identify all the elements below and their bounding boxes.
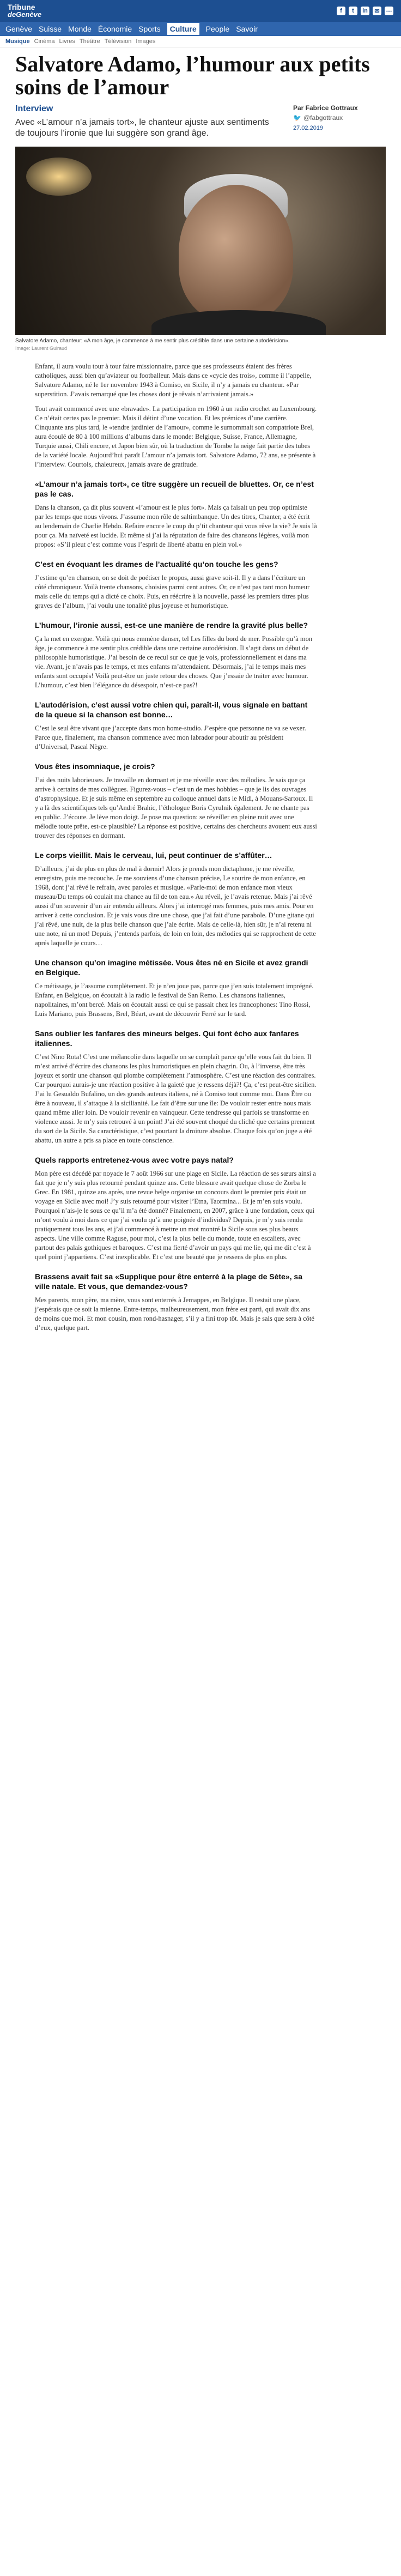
social-icons — [337, 7, 393, 15]
interview-question: L’autodérision, c’est aussi votre chien qui, paraît-il, vous signale en battant de la queue si la chanson est bonne… — [35, 700, 308, 719]
interview-question: L’humour, l’ironie aussi, est-ce une manière de rendre la gravité plus belle? — [35, 621, 308, 630]
nav-item-people[interactable]: People — [205, 25, 230, 33]
site-logo[interactable] — [8, 4, 41, 18]
photo-caption: Salvatore Adamo, chanteur: «A mon âge, je commence à me sentir plus crédible dans une certaine autodérision». — [15, 338, 290, 344]
nav-item-suisse[interactable]: Suisse — [39, 25, 62, 33]
photo-shirt — [151, 310, 326, 335]
interview-question: Une chanson qu’on imagine métissée. Vous êtes né en Sicile et avez grandi en Belgique. — [35, 958, 308, 977]
article-paragraph: J’estime qu’en chanson, on se doit de poétiser le propos, aussi grave soit-il. Il y a dans l’écriture un côté chroniqueur. Voilà trente chansons, choisies parmi cent autres. Or, ce n’est pas tant mon humeur mais celle du temps qui a dicté ce choix. Puis, en réécrire à la nouvelle, passé les premiers titres plus graves de l’album, j’ai voulu une tonalité plus joyeuse et humoristique. — [35, 574, 310, 609]
article-paragraph: C’est Nino Rota! C’est une mélancolie dans laquelle on se complaît parce qu’elle vous fait du bien. Il m’est arrivé d’écrire des chansons les plus humoristiques en plein chagrin. Ou, à l’inverse, être très joyeux et sortir une chanson qui plombe complètement l’atmosphère. C’est une réaction des contraires. Car pourquoi aurais-je une réaction positive à la gaieté que je ressens déjà?! Ça, c’est peut-être sicilien. J’ai lu Gesualdo Bufalino, un des grands auteurs italiens, né à Comiso tout comme moi. Dans Être ou être à nouveau, il s’attaque à la sicilianité. Le fait d’être sur une île: De vouloir rester entre nous mais quand même aller loin. De vouloir revenir en vainqueur. Cette tendresse qui parfois se transforme en violence aussi. Je m’y suis retrouvé à un point! J’ai été souvent choqué du cliché que certains prennent du sort de la Sicile. Sa caractéristique, c’est pourtant la droiture absolue. Chaque fois qu’on juge a été abattu, un autre a pris sa place en toute conscience. — [35, 1053, 317, 1144]
logo-line-2: deGenève — [8, 10, 42, 19]
twitter-icon[interactable]: t — [349, 7, 357, 15]
nav-item-monde[interactable]: Monde — [68, 25, 92, 33]
top-bar — [0, 0, 401, 22]
article-paragraph: Ce métissage, je l’assume complètement. Et je n’en joue pas, parce que j’en suis totalement imprégné. Enfant, en Belgique, on écoutait à la radio le festival de San Remo. Les chansons italiennes, napolitaines, m’ont bercé. Mais on écoutait aussi ce qui se passait chez les francophones: Tino Rossi, Luis Mariano, puis Brassens, Brel, Béart, avant de découvrir Ferré sur le tard. — [35, 982, 314, 1018]
nav-item-culture[interactable]: Culture — [167, 23, 199, 35]
article-photo — [15, 147, 386, 335]
article-paragraph: Dans la chanson, ça dit plus souvent «l’amour est le plus fort». Mais ça faisait un peu trop optimiste par les temps que nous vivons. J’assume mon rôle de saltimbanque. Un des titres, Chanter, a été écrit au lendemain de Charlie Hebdo. Refaire encore le coup du p’tit chanteur qui vous rêve la vie? Je suis là pour ça. Ma naïveté est lucide. Et même si j’ai la réputation de faire des chansons légères, voilà mon propos: «S’il pleut c’est comme vous l’esprit de liberté abattu en plein vol.» — [35, 504, 317, 548]
interview-question: Quels rapports entretenez-vous avec votre pays natal? — [35, 1156, 234, 1164]
photo-credit: Image: Laurent Guiraud — [15, 346, 68, 351]
twitter-handle[interactable] — [293, 114, 386, 122]
facebook-icon[interactable]: f — [337, 7, 345, 15]
article-title: Salvatore Adamo, l’humour aux petits soins de l’amour — [15, 52, 370, 99]
twitter-icon: 🐦 — [293, 114, 301, 122]
nav-item-savoir[interactable]: Savoir — [236, 25, 258, 33]
interview-question: Vous êtes insomniaque, je crois? — [35, 762, 155, 771]
nav-item-economie[interactable]: Économie — [98, 25, 132, 33]
main-nav — [0, 22, 401, 36]
article-paragraph: Enfant, il aura voulu tour à tour faire missionnaire, parce que ses professeurs étaient des frères catholiques, aussi bien qu’aviateur ou footballeur. Mais dans ce «cycle des trois», comme il l’appelle, Salvatore Adamo, né le 1er novembre 1943 à Comiso, en Sicile, il n’y a jamais eu chanteur. «Par superstition. J’avais remarqué que les choses dont je rêvais n’arrivaient jamais.» — [35, 362, 312, 398]
subnav-musique[interactable]: Musique — [5, 38, 30, 45]
article-paragraph: D’ailleurs, j’ai de plus en plus de mal à dormir! Alors je prends mon dictaphone, je me réveille, enregistre, puis me recouche. Je me souviens d’une chanson précise, Le sourire de mon enfance, en 1968, dont j’ai rêvé le refrain, avec paroles et musique. «Parle-moi de mon enfance mon vieux museau/Du temps où coulait ma chance au fil de ton eau.» Au réveil, je l’avais retenue. Mais j’ai rêvé aussi d’un souvenir d’un air entendu ailleurs. Alors j’ai interrogé mes femmes, puis mes amis. Pour en arriver à cette conclusion. Et je vais vous dire une chose, que j’ai fait d’une parabole. D’une gitane qui j’ai rêvé, une nuit, de la plus belle chanson que j’aie écrite. Mais de celle-là, hien sûr, je n’ai retenu ni une note, ni un mot! Depuis, j’entends parfois, de loin en loin, des mélodies qui se rapprochent de cette aprés laquelle je cours… — [35, 865, 316, 947]
more-icon[interactable]: ⋯ — [385, 7, 393, 15]
linkedin-icon[interactable]: in — [361, 7, 369, 15]
author-name[interactable]: Par Fabrice Gottraux — [293, 104, 358, 112]
interview-question: C’est en évoquant les drames de l’actualité qu’on touche les gens? — [35, 560, 278, 569]
interview-question: Brassens avait fait sa «Supplique pour être enterré à la plage de Sète», sa ville natale. Et vous, que demandez-vous? — [35, 1272, 302, 1291]
mail-icon[interactable]: ✉ — [373, 7, 381, 15]
byline — [293, 104, 386, 139]
article-intro — [15, 104, 386, 139]
article-date: 27.02.2019 — [293, 125, 324, 131]
nav-item-sports[interactable]: Sports — [138, 25, 161, 33]
subnav-cinema[interactable]: Cinéma — [34, 38, 55, 45]
subnav-television[interactable]: Télévision — [104, 38, 132, 45]
article-rubric: Interview — [15, 104, 53, 113]
nav-item-geneve[interactable]: Genève — [5, 25, 33, 33]
article-paragraph: Mon père est décédé par noyade le 7 août 1966 sur une plage en Sicile. La réaction de ses sœurs ainsi a fait que je n’y suis plus retourné pendant quinze ans. Cette blessure avait quelque chose de Zorba le Grec. En 1981, quinze ans après, une revue belge organise un concours dont le premier prix était un voyage en Sicile avec moi! J’y suis retourné pour visiter l’Etna, Taormina... Et je m’en suis voulu. Pourquoi n’ais-je le sous ce qu’il m’a été donné? Finalement, en 2007, grâce à une fondation, ceux qui m’ont voulu à moi dans ce que j’ai voulu qu’à une poignée d’individus? Depuis, je m’y suis rendu pratiquement tous les ans, et j’ai commencé à mettre un mot montré la Sicile sous ses plus beaux aspects. Une ville comme Raguse, pour moi, c’est la plus belle du monde, toute en escaliers, avec partout des palais gothiques et baroques. C’est ma fierté d’avoir un pays qui me lie, qui me dit c’est à quel point j’appartiens. C’est inexplicable. Et c’est une beauté que je ressens de plus en plus. — [35, 1170, 316, 1261]
article-paragraph: Mes parents, mon père, ma mère, vous sont enterrés à Jemappes, en Belgique. Il restait une place, j’espérais que ce soit la mienne. Entre-temps, malheureusement, mon frère est parti, qui avait dix ans de moins que moi. Et mon cousin, mon rond-hasnager, s’il y a fini trop tôt. Mais je sais que sera à côté d’eux, quelque part. — [35, 1296, 314, 1332]
subnav-livres[interactable]: Livres — [59, 38, 75, 45]
sub-nav — [0, 36, 401, 47]
twitter-handle-text: @fabgottraux — [303, 114, 343, 122]
subnav-theatre[interactable]: Théâtre — [79, 38, 100, 45]
article-paragraph: J’ai des nuits laborieuses. Je travaille en dormant et je me réveille avec des mélodies. Je sais que ça arrive à certains de mes collègues. Figurez-vous – c’est un de mes hobbies – que je lis des ouvrages d’astrophysique. Et je suis même en septembre au colloque annuel dans le Midi, à Mouans-Sartoux. Il y a là des scientifiques tels qu’André Brahic, l’éthologue Boris Cyrulnik également. Je ne chante pas en public. J’écoute. Je lève mon doigt. Je pose ma question: se réveiller en pleine nuit avec une mélodie toute prête, est-ce plausible? La réponse est positive, certains des chercheurs avouent eux aussi trouver des réponses en dormant. — [35, 776, 317, 839]
photo-lamp — [26, 158, 92, 196]
interview-question: «L’amour n’a jamais tort», ce titre suggère un recueil de bluettes. Or, ce n’est pas le cas. — [35, 480, 314, 498]
subnav-images[interactable]: Images — [136, 38, 156, 45]
article-paragraph: Tout avait commencé avec une «bravade». La participation en 1960 à un radio crochet au Luxembourg. Ce n’était certes pas le premier. Mais il détint d’une vocation. Et les prémices d’une carrière. Cinquante ans plus tard, le «tendre jardinier de l’amour», comme le surnommait son compatriote Brel, aura écoulé de 80 à 100 millions d’albums dans le monde: Belgique, Suisse, France, Allemagne, Turquie aussi, Chili encore, et Japon bien sûr, où la traduction de Tombe la neige fait partie des tubes de la variété locale. Aujourd’hui paraît L’amour n’a jamais tort. Salvatore Adamo, 72 ans, se présente à l’interview. Courtois, chaleureux, jamais avare de gratitude. — [35, 405, 317, 468]
logo-line-1: Tribune — [8, 3, 35, 11]
article-paragraph: Ça la met en exergue. Voilà qui nous emmène danser, tel Les filles du bord de mer. Possible qu’à mon âge, je commence à me sentir plus crédible dans une certaine autodérision. Il s’agit dans un début de philosophie humoristique. J’ai besoin de ce recul sur ce que je vois, professionnellement et dans ma vie. Avant, je n’avais pas le temps, et mes enfants m’attendaient. Désormais, j’ai le temps mais mes enfants sont occupés! Voilà peut-être un juste retour des choses. Que j’essaie de traiter avec humour. L’humour, c’est bien l’élégance du désespoir, n’est-ce pas?! — [35, 635, 313, 689]
photo-face — [179, 185, 293, 321]
article-body — [35, 362, 317, 1333]
interview-question: Sans oublier les fanfares des mineurs belges. Qui font écho aux fanfares italiennes. — [35, 1029, 299, 1048]
interview-question: Le corps vieillit. Mais le cerveau, lui, peut continuer de s’affûter… — [35, 851, 272, 860]
article-lead: Avec «L’amour n’a jamais tort», le chanteur ajuste aux sentiments de toujours l’ironie que lui suggère son grand âge. — [15, 118, 269, 138]
article-paragraph: C’est le seul être vivant que j’accepte dans mon home-studio. J’espère que personne ne va se vexer. Parce que, finalement, ma chanson commence avec mon labrador pour aboutir au président d’Universal, Pascal Nègre. — [35, 724, 306, 751]
